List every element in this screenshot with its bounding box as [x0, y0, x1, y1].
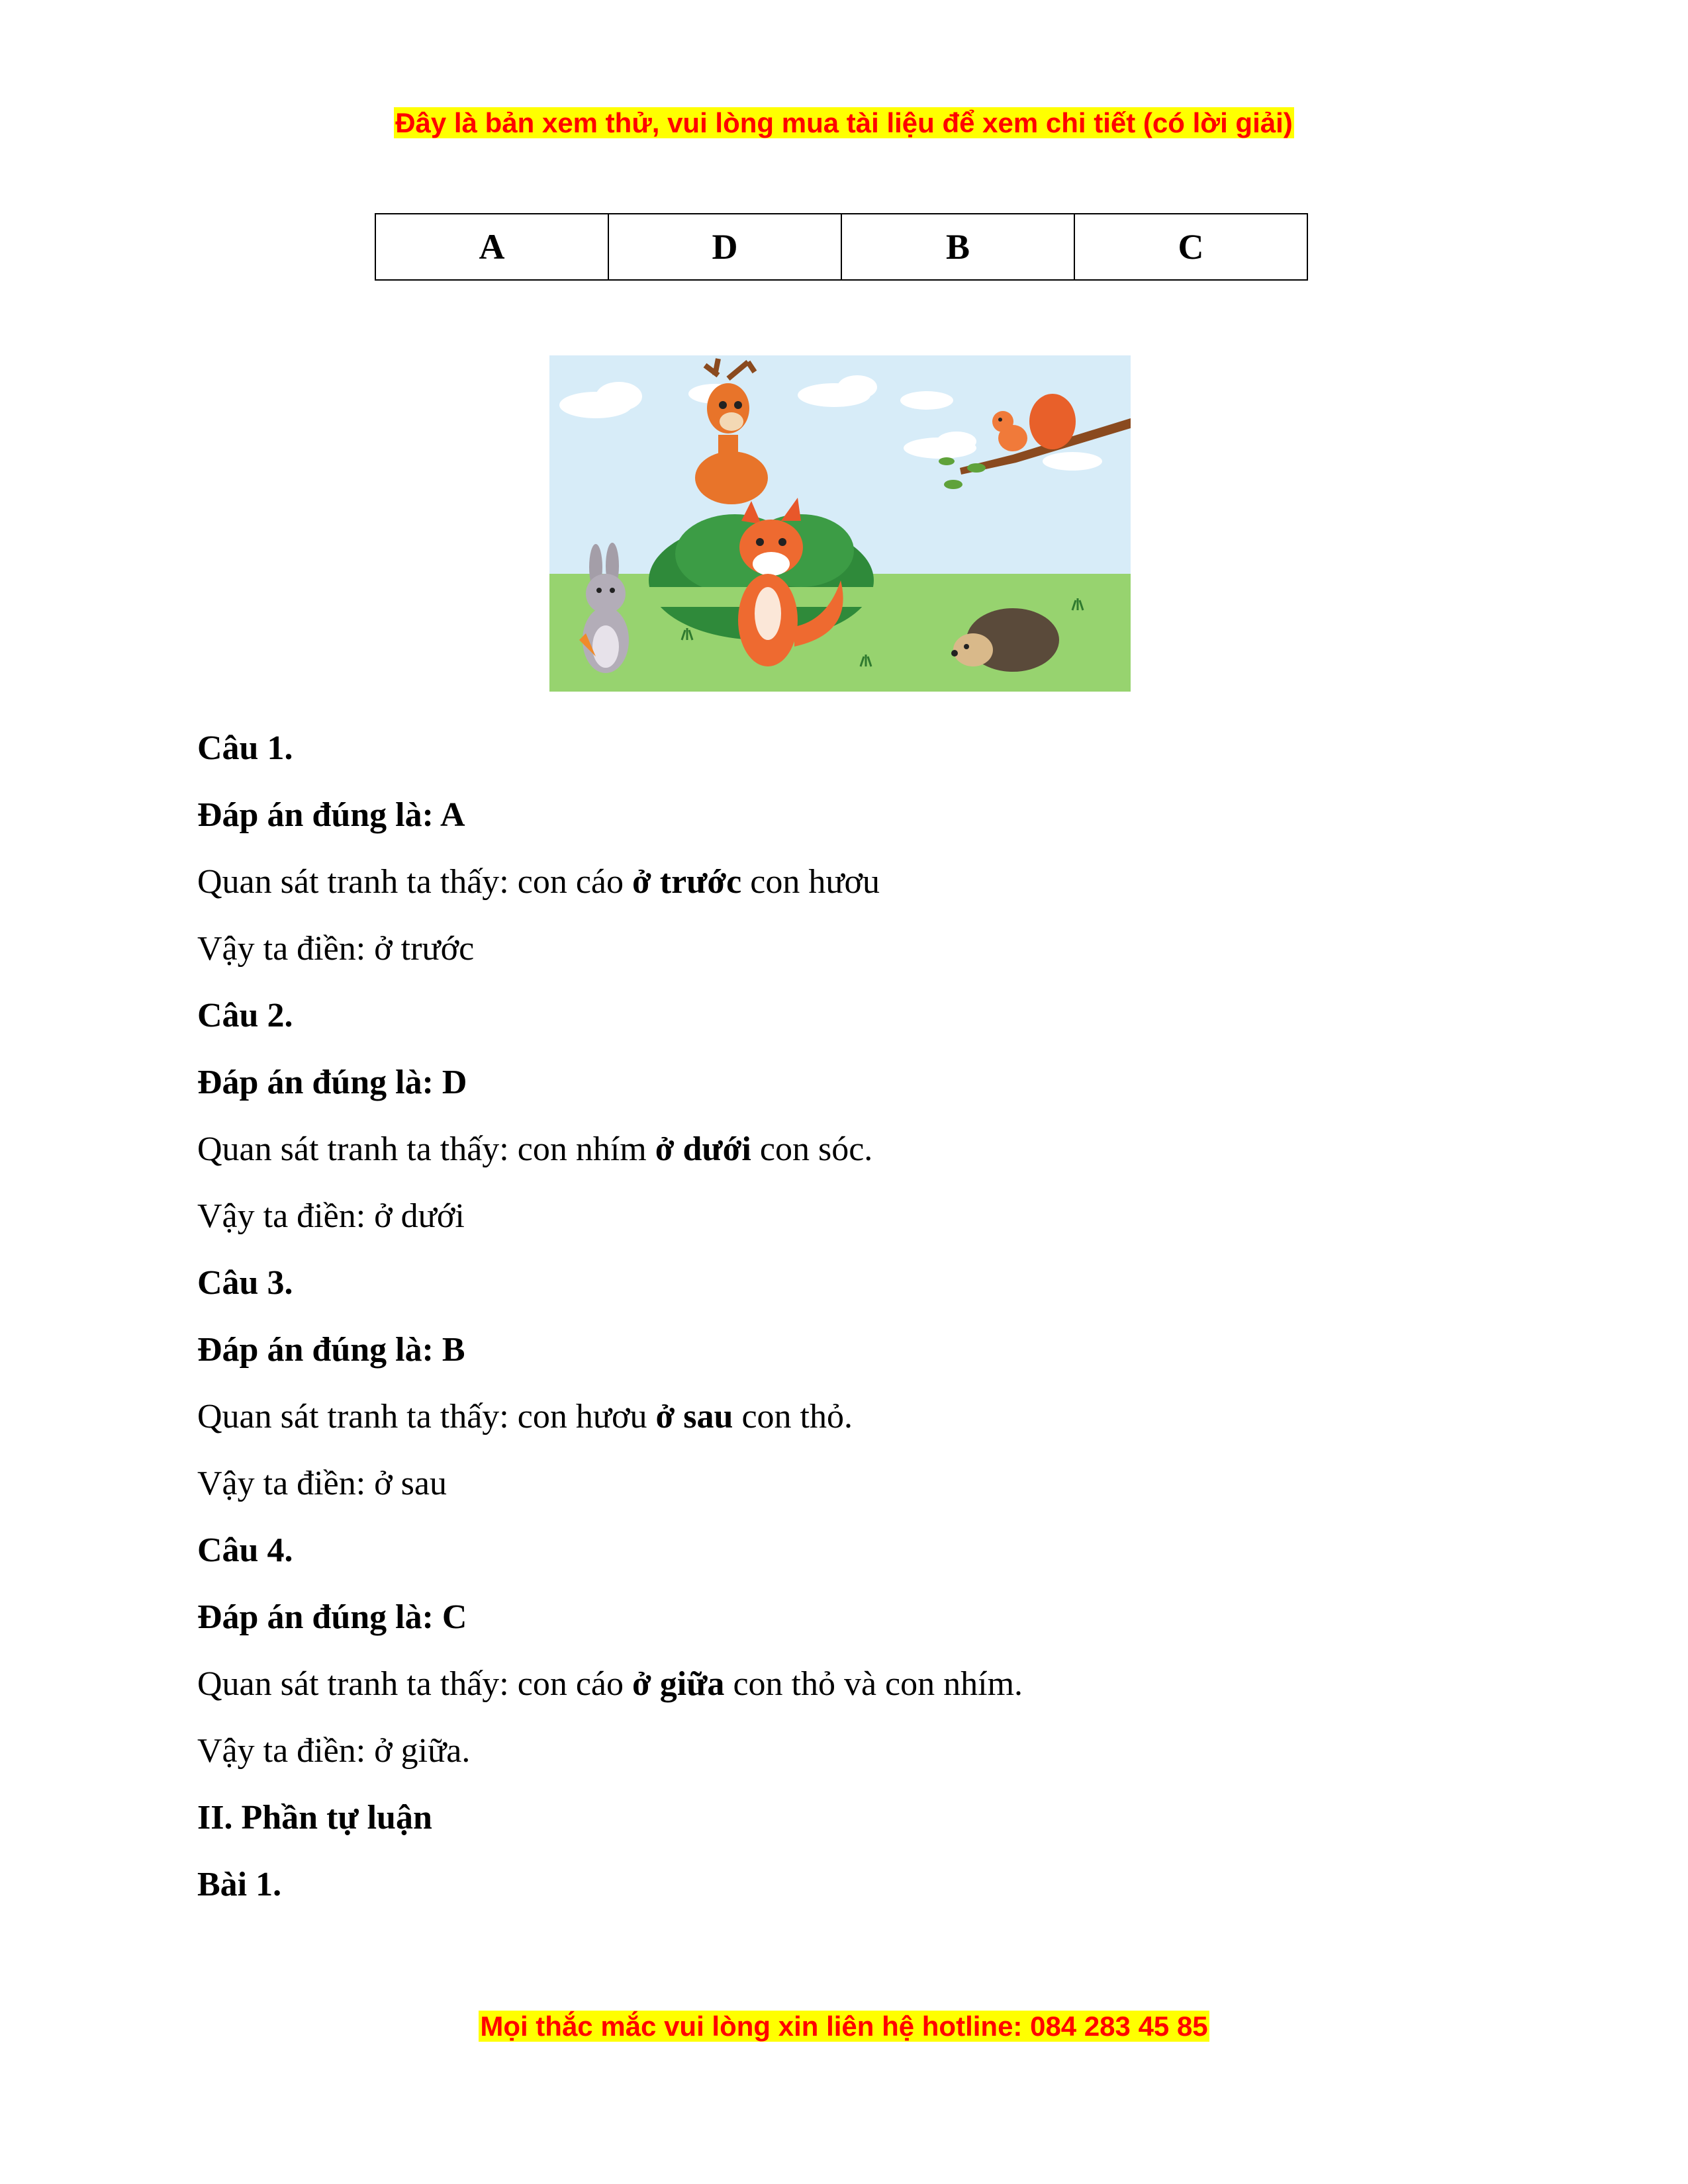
correct-answer: Đáp án đúng là: A	[197, 796, 465, 834]
answer-cell: C	[1074, 214, 1307, 280]
observation-text: con thỏ và con nhím.	[724, 1665, 1023, 1703]
observation-text: Quan sát tranh ta thấy: con cáo	[197, 863, 632, 901]
question-block	[197, 982, 1495, 1250]
observation-text: Quan sát tranh ta thấy: con cáo	[197, 1665, 632, 1703]
observation-text: Quan sát tranh ta thấy: con nhím	[197, 1130, 655, 1168]
correct-answer: Đáp án đúng là: D	[197, 1064, 467, 1101]
answer-cell: B	[841, 214, 1074, 280]
correct-answer: Đáp án đúng là: C	[197, 1598, 467, 1636]
observation-keyword: ở dưới	[655, 1130, 751, 1168]
observation-line	[197, 1116, 1495, 1183]
animal-scene-illustration	[549, 355, 1131, 692]
answer-table	[375, 213, 1308, 281]
question-block	[197, 1517, 1495, 1784]
observation-text: con thỏ.	[733, 1398, 853, 1435]
preview-notice-banner	[0, 105, 1688, 142]
fill-answer-line: Vậy ta điền: ở sau	[197, 1465, 447, 1502]
hotline-banner	[0, 2008, 1688, 2045]
question-block	[197, 715, 1495, 982]
question-title: Câu 2.	[197, 997, 293, 1034]
observation-line	[197, 1651, 1495, 1717]
answer-cell: D	[608, 214, 841, 280]
observation-text: con sóc.	[751, 1130, 873, 1168]
fill-answer-line: Vậy ta điền: ở giữa.	[197, 1732, 471, 1770]
observation-line	[197, 848, 1495, 915]
solution-content	[197, 715, 1495, 1918]
observation-line	[197, 1383, 1495, 1450]
observation-text: con hươu	[741, 863, 880, 901]
exercise-title: Bài 1.	[197, 1866, 282, 1903]
observation-keyword: ở trước	[632, 863, 742, 901]
fill-answer-line: Vậy ta điền: ở trước	[197, 930, 475, 968]
answer-cell: A	[375, 214, 608, 280]
observation-keyword: ở giữa	[632, 1665, 725, 1703]
answer-table-row	[375, 214, 1307, 280]
correct-answer: Đáp án đúng là: B	[197, 1331, 465, 1369]
hotline-text: Mọi thắc mắc vui lòng xin liên hệ hotline: 084 283 45 85	[480, 2011, 1208, 2042]
question-title: Câu 4.	[197, 1531, 293, 1569]
section-heading: II. Phần tự luận	[197, 1799, 432, 1837]
question-title: Câu 3.	[197, 1264, 293, 1302]
observation-keyword: ở sau	[655, 1398, 733, 1435]
fill-answer-line: Vậy ta điền: ở dưới	[197, 1197, 465, 1235]
question-title: Câu 1.	[197, 729, 293, 767]
question-block	[197, 1250, 1495, 1517]
preview-notice-text: Đây là bản xem thử, vui lòng mua tài liệu để xem chi tiết (có lời giải)	[395, 107, 1293, 138]
observation-text: Quan sát tranh ta thấy: con hươu	[197, 1398, 656, 1435]
